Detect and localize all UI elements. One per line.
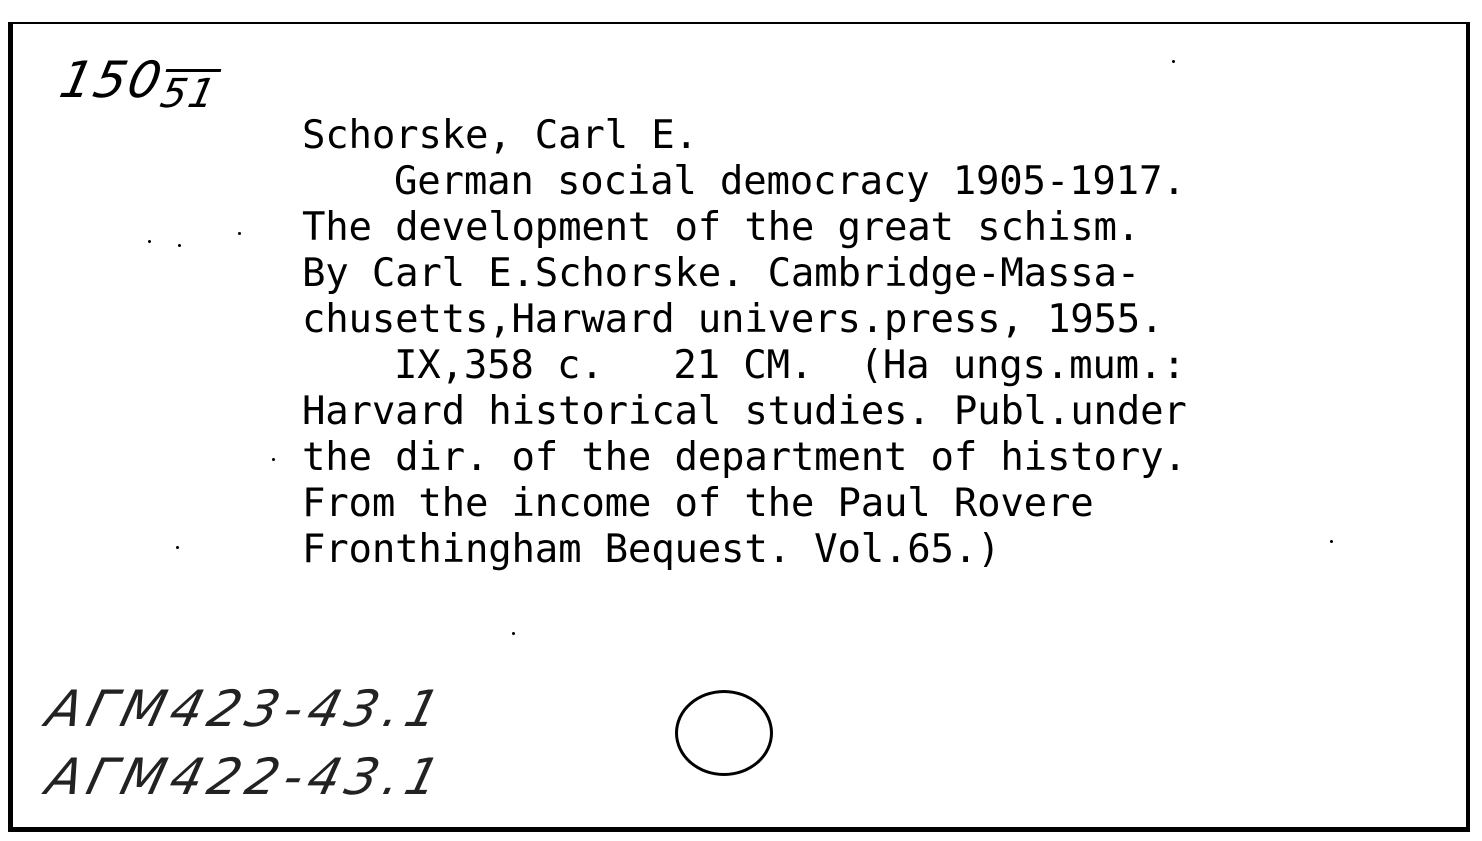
entry-line: Harvard historical studies. Publ.under [302,389,1187,434]
inventory-number: AΓM423-43.1 [40,680,452,738]
bibliographic-entry [302,113,1472,573]
inventory-number: AΓM422-43.1 [40,748,452,806]
entry-line: By Carl E.Schorske. Cambridge-Massa- [302,251,1141,296]
speck-mark [272,458,275,461]
entry-line: chusetts,Harward univers.press, 1955. [302,297,1164,342]
entry-line-author: Schorske, Carl E. [302,113,698,158]
speck-mark [148,240,151,243]
entry-line: Fronthingham Bequest. Vol.65.) [302,527,1001,572]
speck-mark [238,232,241,235]
entry-line-title: German social democracy 1905-1917. [394,159,1186,204]
circle-stamp [675,690,773,776]
entry-line: The development of the great schism. [302,205,1141,250]
entry-line: the dir. of the department of history. [302,435,1187,480]
entry-line-collation: IX,358 c. 21 CM. (Ha ungs.mum.: [394,343,1186,388]
shelfmark-sub-number: 51 [156,71,222,117]
entry-line: From the income of the Paul Rovere [302,481,1094,526]
shelfmark-number: 150 [54,51,169,109]
speck-mark [1330,540,1333,543]
shelfmark [54,51,225,117]
speck-mark [1172,60,1175,63]
speck-mark [178,244,181,247]
speck-mark [512,632,515,635]
speck-mark [176,546,179,549]
